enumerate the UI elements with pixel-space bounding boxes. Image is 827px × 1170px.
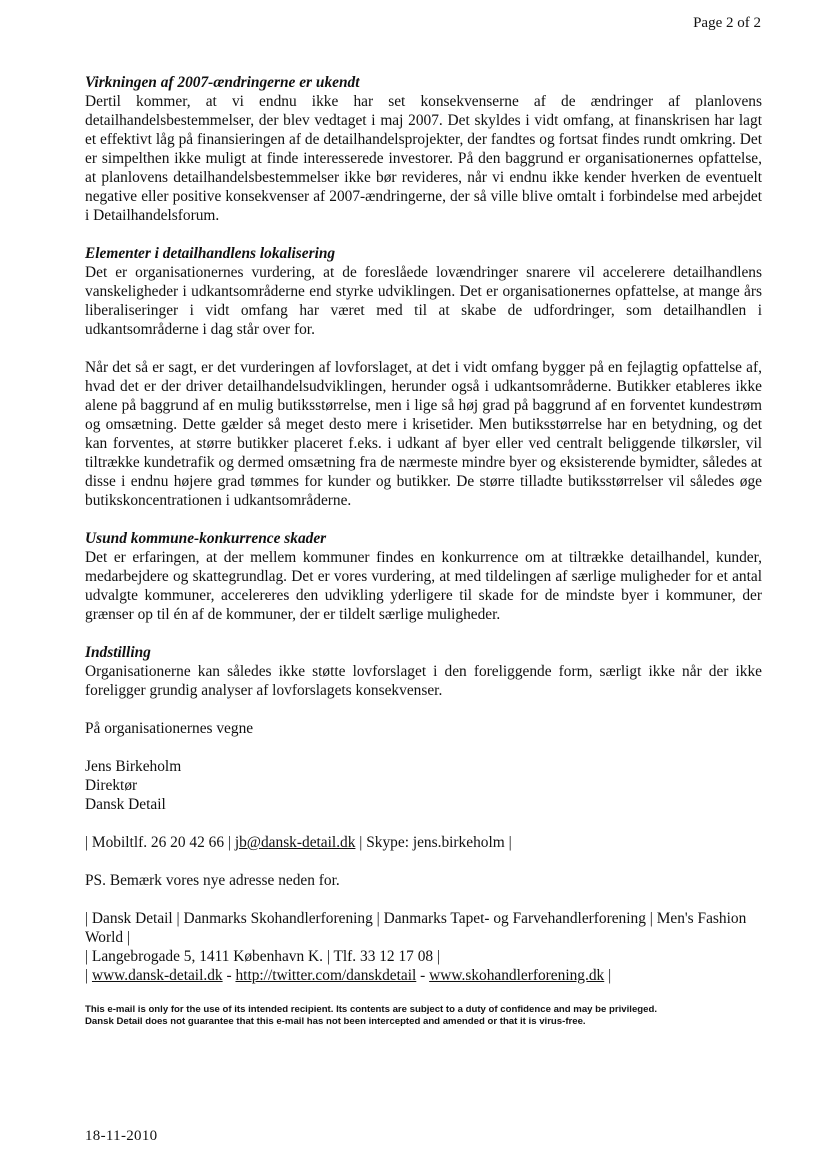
section-indstilling xyxy=(85,643,762,700)
letter-body xyxy=(85,73,762,1028)
closing-line: På organisationernes vegne xyxy=(85,720,254,737)
section-heading: Usund kommune-konkurrence skader xyxy=(85,530,327,547)
organisation-list: | Dansk Detail | Danmarks Skohandlerforening | Danmarks Tapet- og Farvehandlerforening | Men's Fashion World | xyxy=(85,910,747,946)
ps-note: PS. Bemærk vores nye adresse neden for. xyxy=(85,872,340,889)
email-link[interactable]: jb@dansk-detail.dk xyxy=(234,834,356,851)
section-heading: Elementer i detailhandlens lokalisering xyxy=(85,245,336,262)
contact-phone: | Mobiltlf. 26 20 42 66 | xyxy=(85,834,231,851)
footer-date: 18-11-2010 xyxy=(85,1128,158,1144)
signature-name: Jens Birkeholm xyxy=(85,758,182,775)
organisation-block xyxy=(85,909,762,985)
section-elementer xyxy=(85,244,762,510)
contact-skype: | Skype: jens.birkeholm | xyxy=(359,834,512,851)
paragraph: Dertil kommer, at vi endnu ikke har set konsekvenserne af de ændringer af planlovens detailhandelsbestemmelser, der blev vedtaget i maj 2007. Det skyldes i vidt omfang, at finanskrisen har lagt et effektivt låg på finansieringen af de detailhandelsprojekter, der fandtes og fortsat findes rundt omkring. Det er simpelthen ikke muligt at finde interesserede investorer. På den baggrund er organisationernes opfattelse, at planlovens detailhandelsbestemmelser ikke bør revideres, når vi endnu ikke kender hverken de eventuelt negative eller positive konsekvenser af 2007-ændringerne, der så ville blive omtalt i forbindelse med arbejdet i Detailhandelsforum. xyxy=(85,93,762,224)
organisation-links: | www.dansk-detail.dk - http://twitter.com/danskdetail - www.skohandlerforening.dk | xyxy=(85,967,612,984)
disclaimer-line: This e-mail is only for the use of its intended recipient. Its contents are subject to a duty of confidence and may be privileged. xyxy=(85,1004,658,1015)
disclaimer-line: Dansk Detail does not guarantee that this e-mail has not been intercepted and amended or that it is virus-free. xyxy=(85,1016,586,1027)
paragraph: Når det så er sagt, er det vurderingen af lovforslaget, at det i vidt omfang bygger på en fejlagtig opfattelse af, hvad det er der driver detailhandelsudviklingen, herunder også i udkantsområderne. Butikker etableres ikke alene på baggrund af en mulig butiksstørrelse, men i lige så høj grad på baggrund af en forventet kundestrøm og omsætning. Dette gælder så meget desto mere i krisetider. Men butiksstørrelse har en betydning, og det kan forventes, at større butikker placeret f.eks. i udkant af byer eller ved centralt beliggende tilkørsler, vil tiltrække kundetrafik og dermed omsætning fra de nærmeste mindre byer og eksisterende bymidter, således at disse i endnu højere grad tømmes for kunder og butikker. De større tilladte butiksstørrelser vil således øge butikskoncentrationen i udkantsområderne. xyxy=(85,359,762,509)
section-virkningen xyxy=(85,73,762,225)
section-heading: Indstilling xyxy=(85,644,151,661)
signature-title: Direktør xyxy=(85,777,138,794)
signature-company: Dansk Detail xyxy=(85,796,166,813)
website-link-skohandlerforening[interactable]: www.skohandlerforening.dk xyxy=(429,967,605,984)
website-link-dansk-detail[interactable]: www.dansk-detail.dk xyxy=(91,967,223,984)
section-heading: Virkningen af 2007-ændringerne er ukendt xyxy=(85,74,360,91)
paragraph: Organisationerne kan således ikke støtte lovforslaget i den foreliggende form, særligt ikke når der ikke foreligger grundig analyser af lovforslagets konsekvenser. xyxy=(85,663,762,699)
organisation-address: | Langebrogade 5, 1411 København K. | Tlf. 33 12 17 08 | xyxy=(85,948,441,965)
contact-line xyxy=(85,833,762,852)
twitter-link[interactable]: http://twitter.com/danskdetail xyxy=(235,967,417,984)
page-number: Page 2 of 2 xyxy=(693,15,761,31)
signature-block xyxy=(85,757,762,814)
section-kommune-konkurrence xyxy=(85,529,762,624)
disclaimer xyxy=(85,1004,762,1028)
paragraph: Det er erfaringen, at der mellem kommuner findes en konkurrence om at tiltrække detailhandel, kunder, medarbejdere og skattegrundlag. Det er vores vurdering, at med tildelingen af særlige muligheder for et antal udvalgte kommuner, accelereres den udvikling yderligere til skade for de mindste byer i kommuner, der grænser op til én af de kommuner, der er tildelt særlige muligheder. xyxy=(85,549,762,623)
paragraph: Det er organisationernes vurdering, at de foreslåede lovændringer snarere vil accelerere detailhandlens vanskeligheder i udkantsområderne end styrke udviklingen. Det er organisationernes opfattelse, at mange års liberaliseringer i vidt omfang har været med til at skabe de udfordringer, som detailhandlen i udkantsområderne i dag står over for. xyxy=(85,264,762,338)
